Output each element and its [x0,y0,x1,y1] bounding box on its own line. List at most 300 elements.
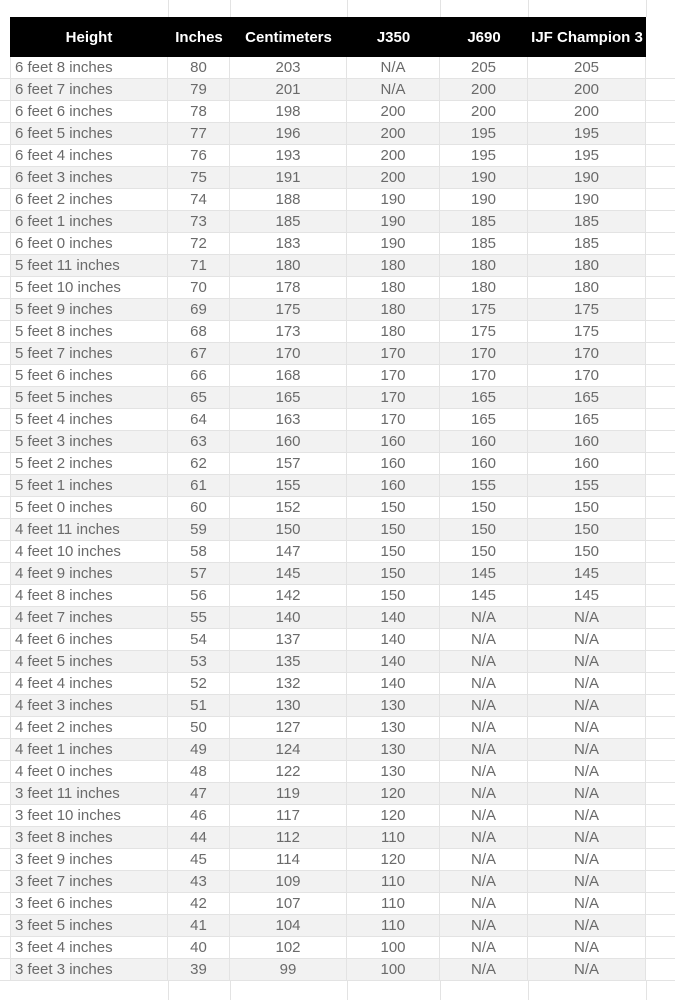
cell-height: 6 feet 3 inches [10,167,168,188]
cell-j350: 150 [347,519,440,540]
cell-j350: 180 [347,255,440,276]
cell-j350: 160 [347,453,440,474]
cell-j350: 170 [347,387,440,408]
cell-centimeters: 175 [230,299,347,320]
cell-height: 6 feet 1 inches [10,211,168,232]
cell-ijf-champion-3: N/A [528,761,646,782]
cell-inches: 57 [168,563,230,584]
cell-inches: 51 [168,695,230,716]
cell-centimeters: 173 [230,321,347,342]
cell-j350: 140 [347,673,440,694]
cell-ijf-champion-3: N/A [528,893,646,914]
table-row [0,409,675,431]
cell-centimeters: 198 [230,101,347,122]
column-gridline [347,0,348,17]
cell-ijf-champion-3: 160 [528,453,646,474]
cell-inches: 68 [168,321,230,342]
column-gridline [347,981,348,1000]
header-row [0,17,675,57]
cell-j690: 180 [440,277,528,298]
table-row [0,695,675,717]
cell-ijf-champion-3: 205 [528,57,646,78]
cell-j690: N/A [440,761,528,782]
cell-centimeters: 160 [230,431,347,452]
table-row [0,805,675,827]
column-gridline [528,981,529,1000]
cell-ijf-champion-3: N/A [528,915,646,936]
table-row [0,629,675,651]
cell-ijf-champion-3: N/A [528,871,646,892]
column-gridline [168,981,169,1000]
cell-inches: 58 [168,541,230,562]
table-row [0,123,675,145]
cell-j690: 150 [440,541,528,562]
column-gridline [528,0,529,17]
cell-j690: N/A [440,607,528,628]
cell-ijf-champion-3: 195 [528,123,646,144]
cell-centimeters: 152 [230,497,347,518]
cell-j350: 190 [347,189,440,210]
cell-height: 6 feet 7 inches [10,79,168,100]
table-row [0,211,675,233]
cell-ijf-champion-3: 165 [528,387,646,408]
cell-height: 5 feet 11 inches [10,255,168,276]
table-row [0,717,675,739]
cell-j350: 130 [347,761,440,782]
cell-j690: N/A [440,739,528,760]
cell-inches: 48 [168,761,230,782]
cell-height: 5 feet 7 inches [10,343,168,364]
cell-height: 4 feet 2 inches [10,717,168,738]
cell-centimeters: 117 [230,805,347,826]
cell-j350: 120 [347,805,440,826]
cell-inches: 52 [168,673,230,694]
cell-centimeters: 180 [230,255,347,276]
cell-height: 4 feet 8 inches [10,585,168,606]
cell-j690: 195 [440,123,528,144]
bottom-gridline-strip [0,981,675,1000]
column-gridline [646,981,647,1000]
cell-centimeters: 137 [230,629,347,650]
cell-j690: N/A [440,849,528,870]
cell-j350: 140 [347,629,440,650]
cell-j350: 130 [347,717,440,738]
cell-ijf-champion-3: N/A [528,959,646,980]
cell-height: 4 feet 7 inches [10,607,168,628]
cell-inches: 61 [168,475,230,496]
cell-height: 5 feet 8 inches [10,321,168,342]
cell-j350: 110 [347,871,440,892]
cell-j690: N/A [440,717,528,738]
cell-j690: 170 [440,343,528,364]
cell-ijf-champion-3: 145 [528,563,646,584]
cell-inches: 55 [168,607,230,628]
cell-inches: 77 [168,123,230,144]
cell-inches: 43 [168,871,230,892]
cell-j350: 110 [347,893,440,914]
cell-j350: 100 [347,959,440,980]
cell-centimeters: 183 [230,233,347,254]
table-row [0,101,675,123]
cell-j690: 175 [440,299,528,320]
cell-j690: 180 [440,255,528,276]
cell-inches: 67 [168,343,230,364]
cell-centimeters: 119 [230,783,347,804]
cell-ijf-champion-3: 150 [528,497,646,518]
cell-centimeters: 196 [230,123,347,144]
cell-ijf-champion-3: 185 [528,211,646,232]
cell-j350: 120 [347,783,440,804]
table-row [0,915,675,937]
cell-inches: 39 [168,959,230,980]
column-gridline [230,0,231,17]
cell-ijf-champion-3: 185 [528,233,646,254]
cell-centimeters: 140 [230,607,347,628]
cell-j350: 170 [347,409,440,430]
cell-j690: 185 [440,211,528,232]
cell-j690: N/A [440,937,528,958]
cell-ijf-champion-3: 150 [528,541,646,562]
cell-height: 5 feet 5 inches [10,387,168,408]
cell-inches: 79 [168,79,230,100]
cell-inches: 73 [168,211,230,232]
cell-j690: N/A [440,893,528,914]
cell-j690: N/A [440,673,528,694]
cell-j350: 120 [347,849,440,870]
cell-j690: 165 [440,409,528,430]
cell-ijf-champion-3: N/A [528,717,646,738]
cell-centimeters: 104 [230,915,347,936]
cell-height: 4 feet 11 inches [10,519,168,540]
cell-ijf-champion-3: N/A [528,827,646,848]
cell-ijf-champion-3: N/A [528,673,646,694]
cell-j690: 190 [440,189,528,210]
cell-j690: 190 [440,167,528,188]
cell-centimeters: 155 [230,475,347,496]
table-row [0,431,675,453]
cell-j690: 145 [440,563,528,584]
cell-inches: 72 [168,233,230,254]
column-gridline [230,981,231,1000]
cell-j690: 150 [440,519,528,540]
table-row [0,189,675,211]
cell-height: 4 feet 1 inches [10,739,168,760]
cell-ijf-champion-3: N/A [528,607,646,628]
cell-height: 5 feet 3 inches [10,431,168,452]
cell-inches: 46 [168,805,230,826]
table-row [0,343,675,365]
cell-inches: 56 [168,585,230,606]
cell-inches: 47 [168,783,230,804]
cell-j690: 155 [440,475,528,496]
cell-inches: 60 [168,497,230,518]
cell-inches: 62 [168,453,230,474]
table-row [0,959,675,981]
cell-j350: 170 [347,365,440,386]
table-row [0,937,675,959]
cell-inches: 50 [168,717,230,738]
cell-j690: 205 [440,57,528,78]
cell-height: 4 feet 4 inches [10,673,168,694]
column-gridline [440,981,441,1000]
cell-j350: 160 [347,431,440,452]
cell-height: 6 feet 4 inches [10,145,168,166]
cell-j690: 145 [440,585,528,606]
cell-centimeters: 191 [230,167,347,188]
cell-height: 3 feet 9 inches [10,849,168,870]
table-row [0,607,675,629]
cell-ijf-champion-3: 190 [528,189,646,210]
cell-ijf-champion-3: 180 [528,277,646,298]
cell-centimeters: 165 [230,387,347,408]
cell-inches: 74 [168,189,230,210]
cell-j350: 140 [347,607,440,628]
cell-ijf-champion-3: 165 [528,409,646,430]
table-row [0,167,675,189]
cell-centimeters: 178 [230,277,347,298]
table-row [0,827,675,849]
cell-height: 4 feet 3 inches [10,695,168,716]
cell-inches: 54 [168,629,230,650]
cell-centimeters: 163 [230,409,347,430]
cell-inches: 49 [168,739,230,760]
cell-centimeters: 112 [230,827,347,848]
cell-centimeters: 170 [230,343,347,364]
table-row [0,783,675,805]
cell-ijf-champion-3: 175 [528,299,646,320]
cell-j350: 140 [347,651,440,672]
table-row [0,651,675,673]
cell-ijf-champion-3: 175 [528,321,646,342]
column-header-j350: J350 [376,28,411,46]
cell-j350: 190 [347,233,440,254]
table-row [0,739,675,761]
cell-j350: 160 [347,475,440,496]
cell-inches: 64 [168,409,230,430]
cell-height: 4 feet 9 inches [10,563,168,584]
column-gridline [168,0,169,17]
cell-j690: N/A [440,651,528,672]
cell-centimeters: 193 [230,145,347,166]
cell-j690: 200 [440,101,528,122]
table-row [0,365,675,387]
cell-height: 5 feet 10 inches [10,277,168,298]
cell-j350: N/A [347,79,440,100]
cell-j690: 195 [440,145,528,166]
cell-j350: 150 [347,585,440,606]
cell-j350: 100 [347,937,440,958]
column-gridline [646,0,647,17]
cell-centimeters: 168 [230,365,347,386]
cell-height: 6 feet 2 inches [10,189,168,210]
cell-centimeters: 102 [230,937,347,958]
table-row [0,233,675,255]
cell-ijf-champion-3: 155 [528,475,646,496]
cell-j350: 180 [347,321,440,342]
table-row [0,145,675,167]
cell-height: 3 feet 5 inches [10,915,168,936]
cell-ijf-champion-3: N/A [528,651,646,672]
top-gridline-strip [0,0,675,17]
cell-ijf-champion-3: 145 [528,585,646,606]
cell-j690: 165 [440,387,528,408]
cell-inches: 71 [168,255,230,276]
header-grid [10,17,646,57]
cell-inches: 40 [168,937,230,958]
table-row [0,849,675,871]
cell-j690: N/A [440,915,528,936]
cell-height: 4 feet 5 inches [10,651,168,672]
cell-ijf-champion-3: N/A [528,629,646,650]
column-gridline [440,0,441,17]
cell-height: 6 feet 6 inches [10,101,168,122]
cell-inches: 80 [168,57,230,78]
cell-j350: N/A [347,57,440,78]
table-row [0,761,675,783]
cell-ijf-champion-3: 195 [528,145,646,166]
table-row [0,277,675,299]
cell-height: 6 feet 0 inches [10,233,168,254]
cell-j690: N/A [440,805,528,826]
cell-j690: 175 [440,321,528,342]
column-header-centimeters: Centimeters [245,28,332,46]
cell-centimeters: 132 [230,673,347,694]
cell-inches: 69 [168,299,230,320]
cell-j350: 200 [347,101,440,122]
cell-j350: 130 [347,695,440,716]
cell-centimeters: 188 [230,189,347,210]
cell-inches: 41 [168,915,230,936]
column-header-inches: Inches [175,28,223,46]
cell-j690: 160 [440,431,528,452]
cell-ijf-champion-3: N/A [528,937,646,958]
cell-j350: 200 [347,167,440,188]
cell-centimeters: 130 [230,695,347,716]
cell-inches: 59 [168,519,230,540]
cell-inches: 63 [168,431,230,452]
cell-ijf-champion-3: N/A [528,849,646,870]
cell-j690: N/A [440,629,528,650]
cell-j690: 170 [440,365,528,386]
cell-j350: 200 [347,145,440,166]
column-header-j690: J690 [467,28,501,46]
table-row [0,57,675,79]
cell-j690: N/A [440,871,528,892]
cell-centimeters: 157 [230,453,347,474]
column-header-height: Height [65,28,113,46]
cell-height: 3 feet 11 inches [10,783,168,804]
cell-height: 3 feet 4 inches [10,937,168,958]
column-header-ijf-champion-3: IJF Champion 3 [531,28,643,46]
cell-height: 4 feet 0 inches [10,761,168,782]
cell-centimeters: 127 [230,717,347,738]
cell-height: 3 feet 3 inches [10,959,168,980]
cell-height: 5 feet 6 inches [10,365,168,386]
cell-ijf-champion-3: 150 [528,519,646,540]
cell-centimeters: 145 [230,563,347,584]
cell-centimeters: 99 [230,959,347,980]
cell-j350: 130 [347,739,440,760]
cell-height: 5 feet 9 inches [10,299,168,320]
table-row [0,497,675,519]
cell-j350: 110 [347,915,440,936]
cell-j350: 200 [347,123,440,144]
cell-inches: 66 [168,365,230,386]
table-row [0,871,675,893]
table-row [0,673,675,695]
cell-inches: 45 [168,849,230,870]
cell-j690: 160 [440,453,528,474]
cell-centimeters: 201 [230,79,347,100]
table-row [0,255,675,277]
cell-j690: 185 [440,233,528,254]
cell-inches: 78 [168,101,230,122]
cell-inches: 76 [168,145,230,166]
table-row [0,299,675,321]
cell-centimeters: 124 [230,739,347,760]
cell-j690: N/A [440,783,528,804]
cell-ijf-champion-3: N/A [528,695,646,716]
cell-inches: 44 [168,827,230,848]
cell-ijf-champion-3: 170 [528,365,646,386]
cell-inches: 53 [168,651,230,672]
cell-centimeters: 122 [230,761,347,782]
cell-j690: N/A [440,695,528,716]
cell-height: 4 feet 6 inches [10,629,168,650]
cell-height: 3 feet 7 inches [10,871,168,892]
cell-ijf-champion-3: 170 [528,343,646,364]
cell-height: 3 feet 10 inches [10,805,168,826]
table-row [0,453,675,475]
cell-j690: N/A [440,827,528,848]
table-row [0,563,675,585]
cell-centimeters: 142 [230,585,347,606]
cell-j690: 200 [440,79,528,100]
cell-ijf-champion-3: 200 [528,79,646,100]
cell-ijf-champion-3: 160 [528,431,646,452]
cell-height: 3 feet 8 inches [10,827,168,848]
cell-height: 5 feet 1 inches [10,475,168,496]
cell-ijf-champion-3: N/A [528,805,646,826]
cell-j350: 110 [347,827,440,848]
table-row [0,79,675,101]
cell-j350: 150 [347,497,440,518]
table-row [0,541,675,563]
cell-centimeters: 150 [230,519,347,540]
table-row [0,475,675,497]
cell-inches: 75 [168,167,230,188]
cell-height: 6 feet 5 inches [10,123,168,144]
cell-j350: 190 [347,211,440,232]
cell-j350: 170 [347,343,440,364]
cell-j690: 150 [440,497,528,518]
cell-inches: 42 [168,893,230,914]
cell-height: 4 feet 10 inches [10,541,168,562]
cell-centimeters: 185 [230,211,347,232]
cell-height: 5 feet 2 inches [10,453,168,474]
cell-j350: 150 [347,563,440,584]
table-row [0,387,675,409]
cell-j350: 180 [347,299,440,320]
table-row [0,585,675,607]
cell-height: 5 feet 4 inches [10,409,168,430]
cell-height: 6 feet 8 inches [10,57,168,78]
table-row [0,893,675,915]
cell-j350: 150 [347,541,440,562]
cell-centimeters: 107 [230,893,347,914]
cell-ijf-champion-3: N/A [528,783,646,804]
cell-inches: 70 [168,277,230,298]
